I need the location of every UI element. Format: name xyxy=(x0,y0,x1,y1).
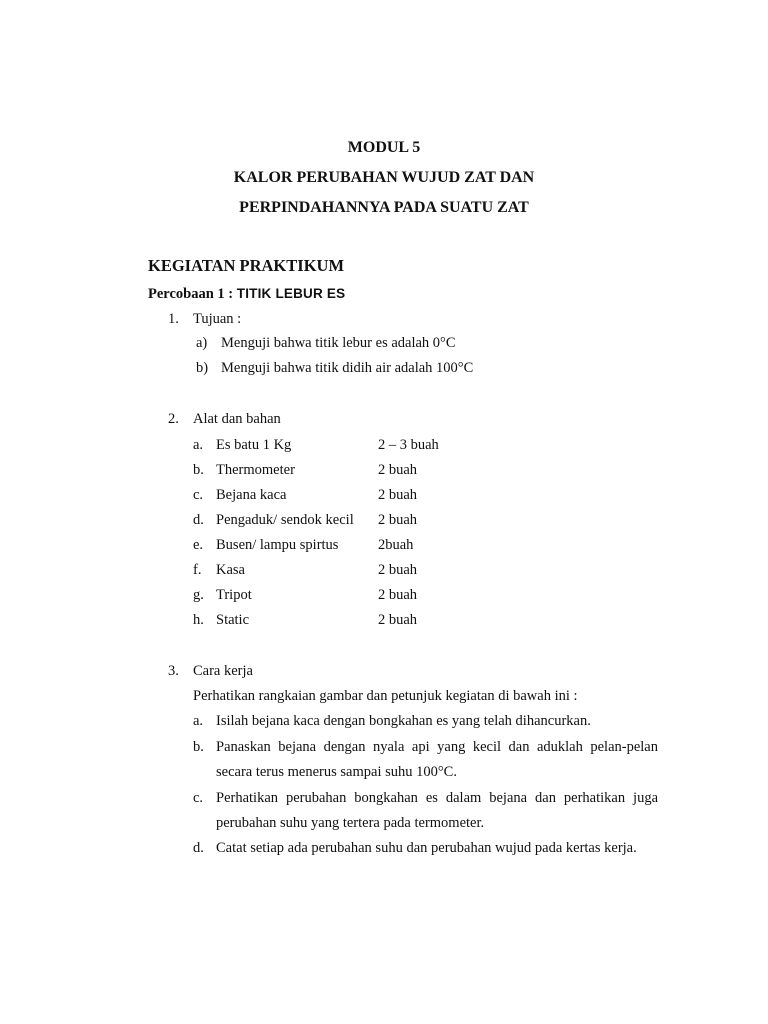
alat-item-qty: 2 buah xyxy=(378,512,418,528)
tujuan-item-mark: b) xyxy=(196,360,209,376)
section-heading: KEGIATAN PRAKTIKUM xyxy=(148,256,345,275)
alat-label: Alat dan bahan xyxy=(193,411,281,427)
experiment-heading xyxy=(148,284,345,304)
tujuan-label: Tujuan : xyxy=(193,311,242,327)
alat-item-qty: 2 buah xyxy=(378,487,418,503)
module-title-line-2: PERPINDAHANNYA PADA SUATU ZAT xyxy=(239,199,529,216)
cara-number: 3. xyxy=(168,663,179,679)
experiment-title: TITIK LEBUR ES xyxy=(236,286,346,301)
alat-number: 2. xyxy=(168,411,179,427)
cara-step-mark: d. xyxy=(193,840,204,856)
alat-item-mark: c. xyxy=(193,487,204,503)
alat-item-qty: 2 buah xyxy=(378,612,418,628)
alat-item-name: Static xyxy=(216,612,250,628)
alat-item-mark: g. xyxy=(193,587,204,603)
alat-item-qty: 2 buah xyxy=(378,462,418,478)
alat-item-name: Kasa xyxy=(216,562,245,578)
cara-label: Cara kerja xyxy=(193,663,253,679)
tujuan-item-mark: a) xyxy=(196,335,208,351)
cara-step-mark: c. xyxy=(193,790,204,806)
module-number-title: MODUL 5 xyxy=(347,139,421,156)
cara-step-text: Panaskan bejana dengan nyala api yang kecil dan aduklah pelan-pelan secara terus menerus sampai suhu 100°C. xyxy=(216,739,658,781)
alat-item-qty: 2 buah xyxy=(378,587,418,603)
alat-item-name: Tripot xyxy=(216,587,252,603)
cara-step-mark: b. xyxy=(193,739,204,755)
tujuan-item-text: Menguji bahwa titik lebur es adalah 0°C xyxy=(221,335,456,351)
alat-item-mark: b. xyxy=(193,462,204,478)
module-title-line-1: KALOR PERUBAHAN WUJUD ZAT DAN xyxy=(233,169,535,186)
alat-item-name: Bejana kaca xyxy=(216,487,287,503)
cara-step-mark: a. xyxy=(193,713,204,729)
alat-item-qty: 2 buah xyxy=(378,562,418,578)
alat-item-mark: a. xyxy=(193,437,204,453)
alat-item-mark: e. xyxy=(193,537,204,553)
alat-item-qty: 2 – 3 buah xyxy=(378,437,439,453)
experiment-prefix: Percobaan 1 : xyxy=(148,286,234,302)
cara-step-text: Isilah bejana kaca dengan bongkahan es yang telah dihancurkan. xyxy=(216,713,591,729)
alat-item-name: Es batu 1 Kg xyxy=(216,437,292,453)
cara-step-text: Perhatikan perubahan bongkahan es dalam bejana dan perhatikan juga perubahan suhu yang tertera pada termometer. xyxy=(216,790,658,832)
alat-item-mark: h. xyxy=(193,612,204,628)
alat-item-qty: 2buah xyxy=(378,537,414,553)
alat-item-mark: d. xyxy=(193,512,204,528)
tujuan-item-text: Menguji bahwa titik didih air adalah 100°C xyxy=(221,360,474,376)
alat-item-name: Pengaduk/ sendok kecil xyxy=(216,512,354,528)
cara-intro: Perhatikan rangkaian gambar dan petunjuk kegiatan di bawah ini : xyxy=(193,688,578,704)
tujuan-number: 1. xyxy=(168,311,179,327)
alat-item-name: Thermometer xyxy=(216,462,295,478)
alat-item-name: Busen/ lampu spirtus xyxy=(216,537,339,553)
cara-step-text: Catat setiap ada perubahan suhu dan perubahan wujud pada kertas kerja. xyxy=(216,840,637,856)
alat-item-mark: f. xyxy=(193,562,202,578)
